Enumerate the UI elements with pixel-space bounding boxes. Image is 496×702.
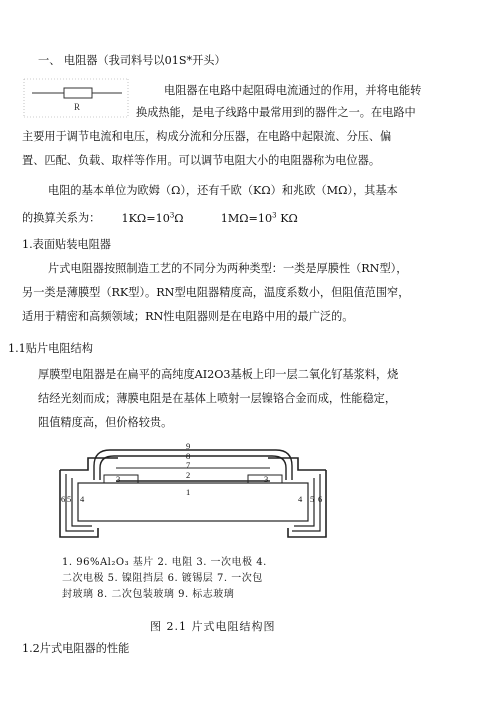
section-heading-smd: 1.表面贴装电阻器 — [22, 238, 111, 251]
intro-line-4: 置、匹配、负载、取样等作用。可以调节电阻大小的电阻器称为电位器。 — [22, 154, 381, 167]
fig-num-5-right: 5 — [310, 494, 315, 504]
fig-num-9: 9 — [186, 441, 191, 451]
formula-kohm: $1K\Omega=10^3\Omega$ — [121, 211, 184, 225]
intro-line-1: 电阻器在电路中起阻碍电流通过的作用，并将电能转 — [164, 84, 422, 97]
intro-line-2: 换成热能，是电子线路中最常用到的器件之一。在电路中 — [136, 106, 416, 119]
unit-line-2 — [22, 208, 298, 226]
structure-line-1: 厚膜型电阻器是在扁平的高纯度AI2O3基板上印一层二氧化钌基浆料，烧 — [38, 368, 399, 381]
fig-num-4-left: 4 — [80, 494, 85, 504]
formula-mohm: $1M\Omega=10^3$ KΩ — [220, 211, 298, 225]
section-heading-structure: 1.1贴片电阻结构 — [8, 342, 93, 355]
fig-num-7: 7 — [186, 460, 191, 470]
unit-line-1: 电阻的基本单位为欧姆（Ω），还有千欧（KΩ）和兆欧（MΩ），其基本 — [48, 184, 398, 197]
fig-num-6-right: 6 — [318, 494, 323, 504]
structure-line-2: 结经光刻而成；薄膜电阻是在基体上喷射一层镍铬合金而成，性能稳定， — [38, 392, 397, 405]
fig-num-8: 8 — [186, 451, 191, 461]
fig-num-1: 1 — [186, 487, 191, 497]
smd-line-2: 另一类是薄膜型（RK型）。RN型电阻器精度高，温度系数小，但阻值范围窄， — [22, 286, 410, 299]
figure-legend-line-2: 二次电极 5. 镍阻挡层 6. 镀锡层 7. 一次包 — [62, 573, 263, 584]
unit-line-2-prefix: 的换算关系为： — [22, 211, 101, 225]
chip-resistor-structure-diagram — [58, 440, 328, 540]
section-heading-performance: 1.2片式电阻器的性能 — [22, 642, 130, 655]
section-heading-resistor: 一、 电阻器（我司料号以01S*开头） — [38, 54, 226, 67]
intro-line-3: 主要用于调节电流和电压，构成分流和分压器，在电路中起限流、分压、偏 — [22, 130, 392, 143]
fig-num-3-left: 3 — [116, 474, 121, 484]
fig-num-5-left: 5 — [67, 494, 72, 504]
resistor-symbol-icon — [22, 78, 130, 118]
figure-title: 图 2.1 片式电阻结构图 — [150, 620, 276, 633]
structure-line-3: 阻值精度高，但价格较贵。 — [38, 416, 173, 429]
figure-legend-line-3: 封玻璃 8. 二次包装玻璃 9. 标志玻璃 — [62, 589, 235, 600]
smd-line-3: 适用于精密和高频领域；RN性电阻器则是在电路中用的最广泛的。 — [22, 310, 354, 323]
smd-line-1: 片式电阻器按照制造工艺的不同分为两种类型：一类是厚膜性（RN型）， — [48, 262, 408, 275]
fig-num-4-right: 4 — [298, 494, 303, 504]
fig-num-6-left: 6 — [61, 494, 66, 504]
figure-legend-line-1: 1. 96%Al₂O₃ 基片 2. 电阻 3. 一次电极 4. — [62, 557, 267, 568]
resistor-symbol-label: R — [74, 102, 81, 112]
fig-num-3-right: 3 — [264, 474, 269, 484]
fig-num-2: 2 — [186, 470, 191, 480]
